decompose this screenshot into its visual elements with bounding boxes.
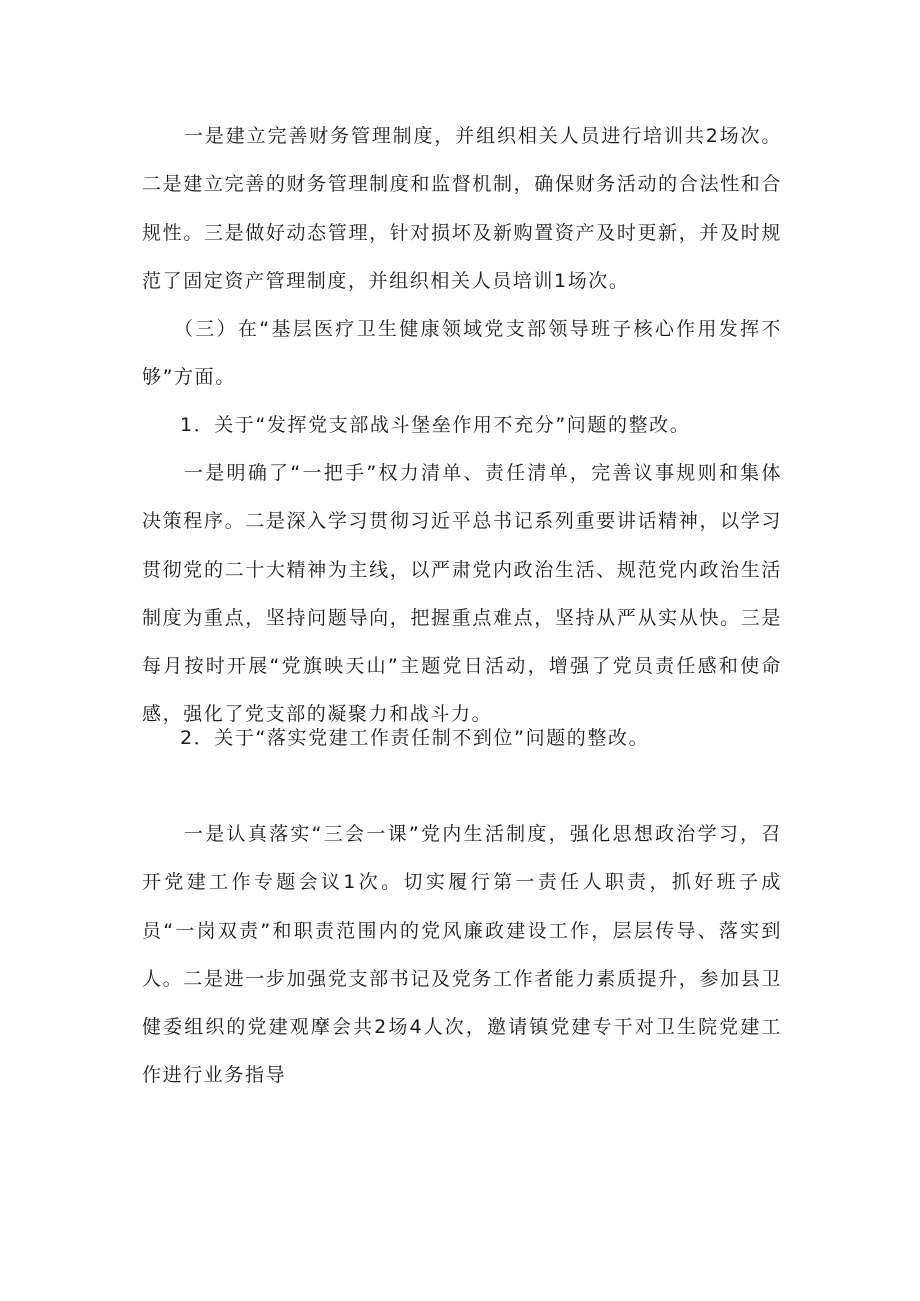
paragraph-finance-measures: 一是建立完善财务管理制度，并组织相关人员进行培训共2场次。二是建立完善的财务管理制度和监督机制，确保财务活动的合法性和合规性。三是做好动态管理，针对损坏及新购置资产及时更新，并及时规范了固定资产管理制度，并组织相关人员培训1场次。 <box>142 125 782 292</box>
paragraph-item-2-measures: 一是认真落实“三会一课”党内生活制度，强化思想政治学习，召开党建工作专题会议1次。切实履行第一责任人职责，抓好班子成员“一岗双责”和职责范围内的党风廉政建设工作，层层传导、落实到人。二是进一步加强党支部书记及党务工作者能力素质提升，参加县卫健委组织的党建观摩会共2场4人次，邀请镇党建专干对卫生院党建工作进行业务指导 <box>142 823 782 1087</box>
subheading-item-2: 2．关于“落实党建工作责任制不到位”问题的整改。 <box>180 727 650 749</box>
section-heading-three: （三）在“基层医疗卫生健康领域党支部领导班子核心作用发挥不够”方面。 <box>142 318 782 389</box>
paragraph-item-1-measures: 一是明确了“一把手”权力清单、责任清单，完善议事规则和集体决策程序。二是深入学习贯彻习近平总书记系列重要讲话精神，以学习贯彻党的二十大精神为主线，以严肃党内政治生活、规范党内政治生活制度为重点，坚持问题导向，把握重点难点，坚持从严从实从快。三是每月按时开展“党旗映天山”主题党日活动，增强了党员责任感和使命感，强化了党支部的凝聚力和战斗力。 <box>142 462 782 726</box>
subheading-item-1: 1．关于“发挥党支部战斗堡垒作用不充分”问题的整改。 <box>180 414 691 436</box>
